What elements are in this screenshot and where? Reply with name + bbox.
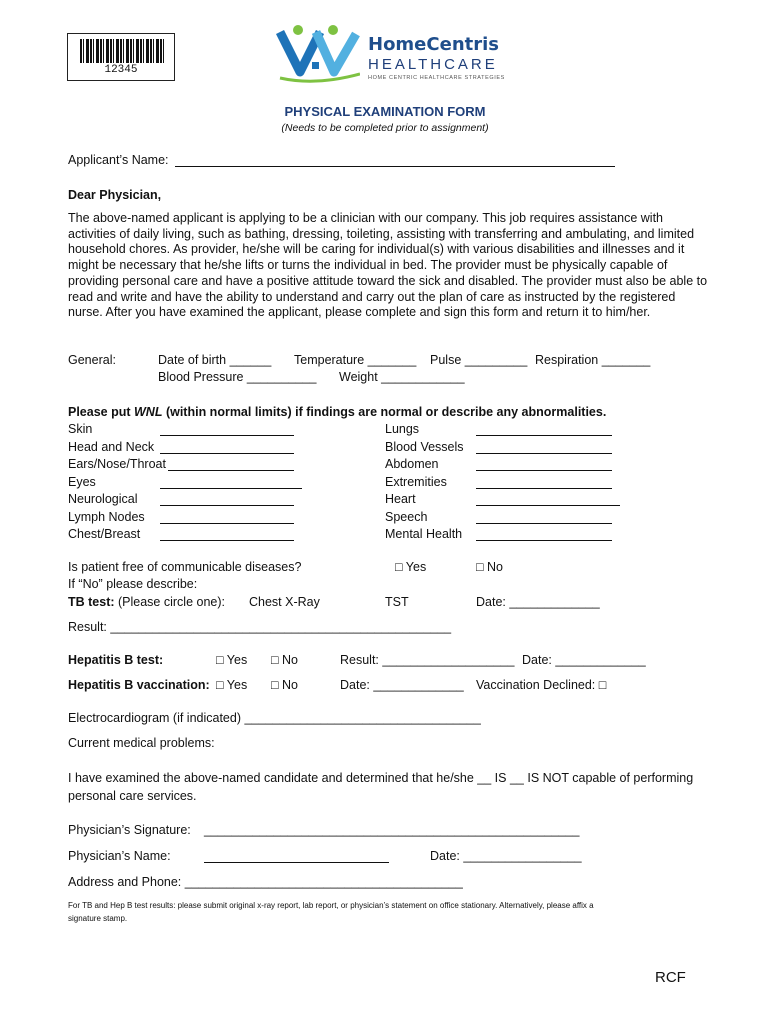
tb-result-field[interactable]: Result: _________________________________________________ — [68, 620, 452, 634]
applicant-name-field[interactable] — [175, 153, 615, 167]
exam-right-field-2[interactable] — [476, 457, 612, 471]
form-title: PHYSICAL EXAMINATION FORM — [284, 104, 486, 119]
logo-figures-icon — [276, 24, 360, 84]
general-label: General: — [68, 353, 116, 367]
exam-left-field-6[interactable] — [160, 527, 294, 541]
exam-right-field-1[interactable] — [476, 440, 612, 454]
communicable-question: Is patient free of communicable diseases? — [68, 560, 302, 574]
communicable-no-checkbox[interactable]: □ No — [476, 560, 504, 574]
signature-field[interactable]: ______________________________________________________ — [204, 823, 580, 837]
wnl-instruction — [68, 405, 606, 419]
dob-field[interactable]: Date of birth ______ — [158, 353, 272, 367]
exam-right-label-1: Blood Vessels — [385, 440, 464, 454]
logo-sub: HEALTHCARE — [368, 56, 498, 73]
exam-right-field-5[interactable] — [476, 510, 612, 524]
vaccination-declined-checkbox[interactable]: Vaccination Declined: □ — [476, 678, 607, 692]
exam-left-field-4[interactable] — [160, 492, 294, 506]
footnote-line2: signature stamp. — [68, 914, 128, 923]
exam-right-label-3: Extremities — [385, 475, 447, 489]
hepb-vacc-yes-checkbox[interactable]: □ Yes — [216, 678, 248, 692]
weight-field[interactable]: Weight ____________ — [339, 370, 465, 384]
wnl-pre: Please put — [68, 405, 134, 419]
exam-right-label-6: Mental Health — [385, 527, 463, 541]
tb-tst-option[interactable]: TST — [385, 595, 409, 609]
hepb-test-label: Hepatitis B test: — [68, 653, 164, 667]
hepb-test-date-field[interactable]: Date: _____________ — [522, 653, 646, 667]
exam-left-label-5: Lymph Nodes — [68, 510, 145, 524]
exam-left-field-2[interactable] — [168, 457, 294, 471]
hepb-test-result-field[interactable]: Result: ___________________ — [340, 653, 515, 667]
hepb-test-no-checkbox[interactable]: □ No — [271, 653, 299, 667]
logo-brand: HomeCentris — [368, 34, 499, 55]
exam-right-field-6[interactable] — [476, 527, 612, 541]
form-code: RCF — [655, 969, 686, 986]
hepb-vacc-no-checkbox[interactable]: □ No — [271, 678, 299, 692]
exam-left-label-3: Eyes — [68, 475, 96, 489]
exam-left-label-2: Ears/Nose/Throat — [68, 457, 166, 471]
blood-pressure-field[interactable]: Blood Pressure __________ — [158, 370, 317, 384]
hepb-test-yes-checkbox[interactable]: □ Yes — [216, 653, 248, 667]
capability-statement-line1: I have examined the above-named candidate and determined that he/she __ IS __ IS NOT capable of performing — [68, 771, 694, 785]
form-subtitle: (Needs to be completed prior to assignment) — [281, 122, 489, 134]
barcode-bars — [80, 39, 164, 63]
wnl-post: (within normal limits) if findings are normal or describe any abnormalities. — [162, 405, 607, 419]
current-problems-label: Current medical problems: — [68, 736, 215, 750]
exam-right-label-4: Heart — [385, 492, 416, 506]
intro-paragraph: The above-named applicant is applying to be a clinician with our company. This job requires assistance with activities of daily living, such as bathing, dressing, toileting, assisting with transferring and ambulating, and limited household chores. As provider, he/she will be caring for individual(s) with various disabilities and illnesses and it might be necessary that he/she lifts or turns the individual in bed. The provider must be physically capable of providing personal care and have a positive attitude toward the sick and disabled. The provider must also be able to read and write and have the ability to understand and carry out the plan of care as instructed by the registered nurse. After you have examined the applicant, please complete and sign this form and return it to him/her. — [68, 211, 708, 320]
wnl-abbrev: WNL — [134, 405, 163, 419]
exam-right-label-5: Speech — [385, 510, 428, 524]
exam-left-label-4: Neurological — [68, 492, 138, 506]
signature-label: Physician’s Signature: — [68, 823, 191, 837]
signature-date-field[interactable]: Date: _________________ — [430, 849, 582, 863]
exam-right-field-0[interactable] — [476, 422, 612, 436]
exam-left-label-1: Head and Neck — [68, 440, 155, 454]
exam-left-field-1[interactable] — [160, 440, 294, 454]
capability-statement-line2: personal care services. — [68, 789, 197, 803]
exam-left-label-0: Skin — [68, 422, 93, 436]
barcode-number: 12345 — [104, 64, 138, 76]
tb-test-row — [68, 595, 225, 609]
logo-tagline: HOME CENTRIC HEALTHCARE STRATEGIES — [368, 75, 505, 81]
applicant-name-label: Applicant’s Name: — [68, 153, 169, 167]
exam-left-field-0[interactable] — [160, 422, 294, 436]
tb-date-field[interactable]: Date: _____________ — [476, 595, 600, 609]
respiration-field[interactable]: Respiration _______ — [535, 353, 651, 367]
exam-left-label-6: Chest/Breast — [68, 527, 141, 541]
temperature-field[interactable]: Temperature _______ — [294, 353, 417, 367]
hepb-vaccination-label: Hepatitis B vaccination: — [68, 678, 210, 692]
address-phone-field[interactable]: Address and Phone: ________________________________________ — [68, 875, 463, 889]
ecg-field[interactable]: Electrocardiogram (if indicated) __________________________________ — [68, 711, 481, 725]
exam-right-field-3[interactable] — [476, 475, 612, 489]
tb-chest-xray-option[interactable]: Chest X-Ray — [249, 595, 320, 609]
communicable-yes-checkbox[interactable]: □ Yes — [395, 560, 427, 574]
physician-name-label: Physician’s Name: — [68, 849, 171, 863]
physician-name-field[interactable] — [204, 849, 389, 863]
exam-left-field-3[interactable] — [160, 475, 302, 489]
communicable-describe: If “No” please describe: — [68, 577, 198, 591]
exam-right-label-0: Lungs — [385, 422, 420, 436]
dear-physician: Dear Physician, — [68, 188, 162, 202]
tb-test-label: TB test: — [68, 595, 115, 609]
pulse-field[interactable]: Pulse _________ — [430, 353, 528, 367]
exam-left-field-5[interactable] — [160, 510, 294, 524]
exam-right-field-4[interactable] — [476, 492, 620, 506]
company-logo — [276, 24, 506, 86]
barcode — [67, 33, 175, 81]
exam-right-label-2: Abdomen — [385, 457, 439, 471]
footnote-line1: For TB and Hep B test results: please submit original x-ray report, lab report, or physician’s statement on office stationary. Alternatively, please affix a — [68, 901, 594, 910]
tb-circle-instruction: (Please circle one): — [114, 595, 225, 609]
hepb-vacc-date-field[interactable]: Date: _____________ — [340, 678, 464, 692]
